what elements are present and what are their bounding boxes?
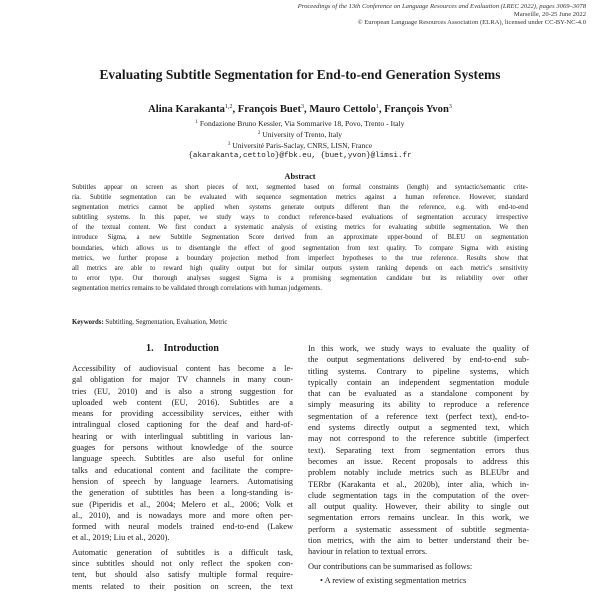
header-line-3: © European Language Resources Association (ELRA), licensed under CC-BY-NC-4.0 [357, 19, 586, 27]
text-line: tries (EU, 2010) and is also a strong suggestion for [72, 386, 293, 396]
abstract-line: all metrics are able to reward high quality output but for similar outputs system ranking depends on each metric's sensitivity [72, 264, 528, 272]
right-column [308, 343, 529, 586]
text-line: end systems directly output a segmented text, which [308, 423, 529, 433]
text-line: talks and educational content and facilitate the compre- [72, 465, 293, 475]
abstract-line: subtitling systems. In this paper, we study ways to conduct reference-based evaluations of segmentation accuracy irrespective [72, 214, 528, 222]
text-line: formed with neural models trained end-to-end (Lakew [72, 522, 293, 532]
text-line: means for providing accessibility services, either with [72, 409, 293, 419]
author-affil-mark: 1,2 [224, 104, 233, 110]
author-affil-mark: 1 [375, 104, 379, 110]
text-line: et al., 2019; Liu et al., 2020). [72, 533, 170, 543]
affiliation [0, 140, 600, 151]
text-line: segmentation errors remains unclear. In this work, we [308, 513, 529, 523]
text-line: TERbr (Karakanta et al., 2020b), inter alia, which in- [308, 479, 529, 489]
text-line: all output quality. However, their ability to single out [308, 502, 529, 512]
author-name: Alina Karakanta [148, 104, 225, 115]
text-line: text). Separating text from segmentation errors thus [308, 445, 529, 455]
text-line: In this work, we study ways to evaluate the quality of [308, 344, 529, 353]
abstract-line: to error type. Our thorough analyses suggest Sigma is a promising segmentation candidate but its reliability over other [72, 274, 528, 282]
text-line: language speech. Subtitles are also useful for online [72, 454, 293, 464]
text-line: Accessibility of audiovisual content has become a le- [72, 364, 293, 373]
abstract-line: boundaries, which allows us to disentangle the effect of good segmentation from text quality. To compare Sigma with existing [72, 244, 528, 252]
section-heading-introduction [72, 343, 293, 357]
text-line: uploaded web content (EU, 2016). Subtitles are a [72, 397, 293, 407]
author-emails: {akarakanta,cettolo}@fbk.eu, {buet,yvon}@limsi.fr [188, 152, 412, 161]
section-title: Introduction [163, 343, 219, 354]
text-line: sue (Piperidis et al., 2004; Melero et al., 2006; Volk et [72, 499, 293, 509]
abstract-line: Subtitles appear on screen as short pieces of text, segmented based on formal constraints (length) and syntactic/semantic crite- [72, 184, 528, 191]
abstract-line: metrics, we further propose a boundary projection method from imperfect hypotheses to the true reference. Results show that [72, 254, 528, 262]
author-name: François Yvon [384, 104, 449, 115]
keywords [72, 319, 528, 326]
text-line: Automatic generation of subtitles is a difficult task, [72, 547, 293, 557]
author-affil-mark: 3 [301, 104, 305, 110]
text-line: may not correspond to the reference subtitle (imperfect [308, 434, 529, 444]
keywords-label: Keywords: [72, 319, 104, 326]
affil-text: Fondazione Bruno Kessler, Via Sommarive 18, Povo, Trento - Italy [199, 119, 405, 128]
author-name: François Buet [237, 104, 302, 115]
affil-text: Université Paris-Saclay, CNRS, LISN, France [232, 141, 373, 151]
text-line: the generation of subtitles has been a long-standing is- [72, 488, 293, 498]
text-line: titling systems. Contrary to pipeline systems, which [308, 366, 529, 376]
header-line-1: Proceedings of the 13th Conference on Language Resources and Evaluation (LREC 2022), pages 3069–3078 [297, 3, 586, 10]
text-line: ments related to their position on screen, the text [72, 581, 293, 591]
contributions-line: Our contributions can be summarised as follows: [308, 561, 473, 571]
section-number: 1. [146, 343, 154, 354]
contribution-bullet: • A review of existing segmentation metrics [320, 575, 467, 585]
abstract-heading: Abstract [284, 172, 316, 181]
header-line-2: Marseille, 20-25 June 2022 [513, 11, 586, 19]
affil-text: University of Trento, Italy [262, 130, 343, 140]
text-line: clude segmentation tags in the computation of the over- [308, 490, 529, 500]
text-line: hearing or with interlingual subtitling in various lan- [72, 431, 293, 441]
text-line: haviour in relation to textual errors. [308, 547, 428, 557]
author-list: Alina Karakanta$^{1,2}$, François Buet$^3$, Mauro Cettolo$^1$, François Yvon$^3$ [148, 104, 452, 115]
text-line: problem notably include metrics such as BLEUbr and [308, 468, 529, 478]
text-line: gal obligation for major TV channels in many coun- [72, 375, 293, 385]
abstract-line: segmentation metrics remains to be validated through correlations with human judgements. [72, 284, 322, 292]
text-line: intralingual closed captioning for the deaf and hard-of- [72, 420, 293, 430]
text-line: the output segmentations delivered by end-to-end sub- [308, 355, 529, 365]
affiliation [0, 118, 600, 129]
text-line: since subtitles should not only reflect the spoken con- [72, 559, 293, 569]
text-line: guages for persons without knowledge of the source [72, 443, 293, 453]
intro-paragraph-1 [72, 363, 293, 544]
affil-mark: 3 [227, 142, 231, 148]
abstract-line: introduce Sigma, a new Subtitle Segmentation Score derived from an approximate upper-bound of BLEU on segmentation [72, 234, 528, 242]
paper-title: Evaluating Subtitle Segmentation for End-to-end Generation Systems [99, 67, 501, 82]
author-name: Mauro Cettolo [309, 104, 376, 115]
keywords-list: Subtitling, Segmentation, Evaluation, Metric [105, 319, 228, 326]
text-line: typically contain an independent segmentation module [308, 377, 529, 387]
affiliations [0, 118, 600, 161]
abstract-body [72, 183, 528, 294]
text-line: that can be evaluated as a standalone component by [308, 389, 529, 399]
affiliation [0, 129, 600, 140]
text-line: tent, but should also satisfy multiple formal require- [72, 570, 293, 580]
affil-mark: 1 [195, 120, 199, 125]
abstract-line: ria. Subtitle segmentation can be evaluated with sequence segmentation metrics against a human reference. However, standard [72, 194, 528, 202]
affil-mark: 2 [257, 131, 261, 137]
abstract-line: segmentation metrics cannot be applied when systems generate outputs different than the reference, e.g. with end-to-end [72, 204, 528, 212]
intro-paragraph-3 [308, 343, 529, 558]
abstract-line: of the textual content. We first conduct a systematic analysis of existing metrics for evaluating subtitle segmentation. We then [72, 224, 528, 232]
left-column [72, 343, 293, 592]
text-line: hension of speech by language learners. Automatising [72, 476, 293, 486]
text-line: perform a systematic assessment of subtitle segmenta- [308, 524, 529, 534]
text-line: al., 2010), and is nowadays more and more often per- [72, 510, 293, 520]
text-line: segmentation of a reference text (perfect text), end-to- [308, 411, 529, 421]
intro-paragraph-2 [72, 547, 293, 592]
text-line: tion metrics, with the aim to better understand their be- [308, 536, 529, 546]
text-line: simply measuring its ability to reproduce a reference [308, 400, 529, 410]
proceedings-header [256, 3, 586, 28]
author-affil-mark: 3 [448, 104, 452, 110]
text-line: becomes an issue. Recent proposals to address this [308, 456, 529, 466]
